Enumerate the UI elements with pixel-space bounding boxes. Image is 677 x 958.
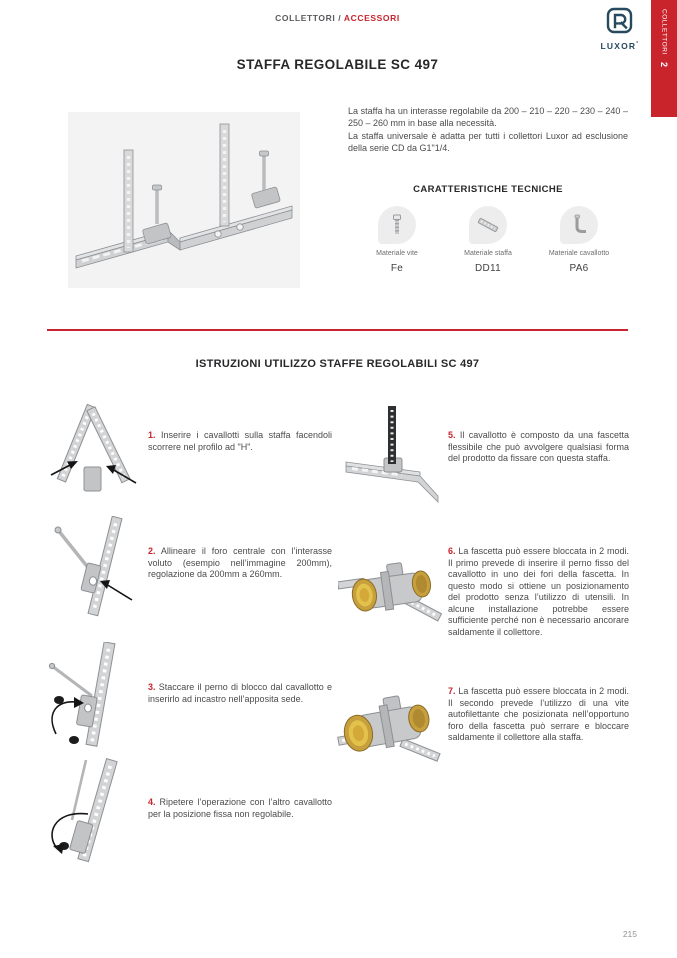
step-6-image	[338, 542, 442, 653]
tech-section-title: CARATTERISTICHE TECNICHE	[413, 184, 563, 195]
step-3-image	[44, 642, 140, 767]
material-value: Fe	[390, 263, 404, 274]
step-2-text: 2. Allineare il foro centrale con l’interasse voluto (esempio nell’immagine 200mm), regolazione da 200mm a 260mm.	[148, 546, 332, 579]
step-1-text: 1. Inserire i cavallotti sulla staffa facendoli scorrere nel profilo ad "H".	[148, 430, 332, 452]
intro-paragraph-2: La staffa universale è adatta per tutti i collettori Luxor ad esclusione della serie CD da G1"1/4.	[348, 131, 628, 153]
material-cavallotto	[538, 206, 620, 274]
step-4-image	[44, 758, 140, 881]
chapter-tab-number: 2	[659, 61, 669, 67]
page-title: STAFFA REGOLABILE SC 497	[236, 57, 439, 72]
clamp-icon	[560, 206, 598, 244]
step-number: 1.	[148, 430, 156, 440]
material-label: Materiale cavallotto	[548, 250, 610, 257]
step-4-text: 4. Ripetere l’operazione con l’altro cavallotto per la posizione fissa non regolabile.	[148, 797, 332, 819]
product-description	[348, 106, 628, 156]
step-2-image	[48, 516, 140, 641]
breadcrumb-separator: /	[335, 13, 344, 23]
step-number: 7.	[448, 686, 456, 696]
material-vite	[356, 206, 438, 274]
instructions-title: ISTRUZIONI UTILIZZO STAFFE REGOLABILI SC 497	[195, 358, 480, 370]
luxor-logo-text: LUXOR°	[600, 41, 640, 51]
step-7-text: 7. La fascetta può essere bloccata in 2 modi. Il secondo prevede l’utilizzo di una vite autofilettante che posizionata nell’opportuno foro della fascetta può serrare e bloccare saldamente il collettore alla staffa.	[448, 686, 629, 742]
material-value: DD11	[474, 263, 502, 274]
material-label: Materiale vite	[376, 250, 418, 257]
adjustable-bracket-illustration	[68, 112, 300, 288]
intro-paragraph-1: La staffa ha un interasse regolabile da 200 – 210 – 220 – 230 – 240 – 250 – 260 mm in base alla necessità.	[348, 106, 628, 128]
luxor-logo	[599, 7, 641, 51]
material-staffa	[447, 206, 529, 274]
breadcrumb	[47, 13, 628, 23]
step-7-image	[336, 678, 442, 789]
step-number: 2.	[148, 546, 156, 556]
page-number: 215	[622, 929, 637, 939]
step-5-image	[342, 402, 440, 515]
chapter-tab-label: COLLETTORI	[660, 9, 668, 55]
chapter-tab	[651, 0, 677, 117]
step-1-image	[46, 403, 142, 508]
material-value: PA6	[569, 263, 589, 274]
step-5-text: 5. Il cavallotto è composto da una fascetta flessibile che può avvolgere qualsiasi forma del prodotto da fissare con questa staffa.	[448, 430, 629, 463]
screw-icon	[378, 206, 416, 244]
materials-list	[356, 206, 620, 274]
step-number: 4.	[148, 797, 156, 807]
step-6-text: 6. La fascetta può essere bloccata in 2 modi. Il primo prevede di inserire il perno fisso del cavallotto in uno dei fori della fascetta. In questo modo si ottiene un posizionamento del prodotto senza l’utilizzo di utensili. In alcune installazione potrebbe essere sufficiente perché non è necessario ancorare saldamente il collettore.	[448, 546, 629, 637]
section-divider	[47, 329, 628, 331]
bracket-icon	[469, 206, 507, 244]
product-photo	[68, 112, 300, 288]
step-number: 5.	[448, 430, 456, 440]
luxor-logo-icon	[605, 7, 635, 35]
step-number: 6.	[448, 546, 456, 556]
breadcrumb-current: ACCESSORI	[343, 13, 400, 23]
step-3-text: 3. Staccare il perno di blocco dal cavallotto e inserirlo ad incastro nell’apposita sede.	[148, 682, 332, 704]
material-label: Materiale staffa	[464, 250, 512, 257]
breadcrumb-section: COLLETTORI	[275, 13, 336, 23]
step-number: 3.	[148, 682, 156, 692]
